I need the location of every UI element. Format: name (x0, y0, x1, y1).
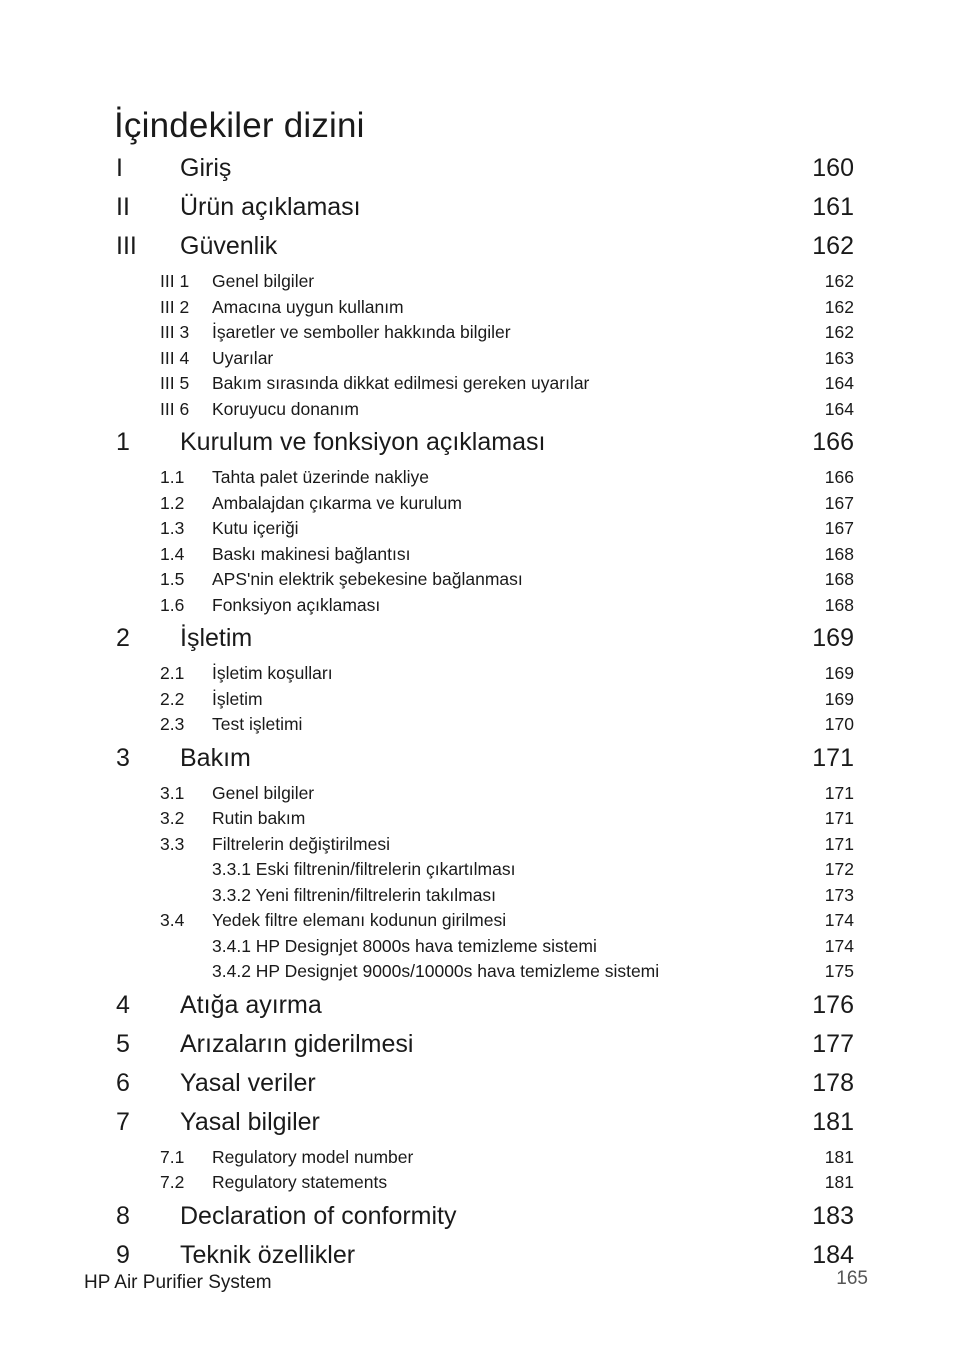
toc-entry[interactable] (116, 595, 854, 621)
toc-entry-label: Yedek filtre elemanı kodunun girilmesi (212, 910, 507, 930)
toc-entry-label: Atığa ayırma (180, 990, 322, 1019)
toc-entry-number: III 1 (160, 271, 190, 291)
toc-entry[interactable] (116, 467, 854, 493)
toc-entry[interactable] (116, 399, 854, 425)
toc-entry-page: 162 (824, 271, 854, 291)
toc-entry-number: 2.1 (160, 663, 185, 683)
toc-entry[interactable] (116, 297, 854, 323)
toc-entry-number: 4 (116, 990, 130, 1019)
toc-entry-label: 3.4.1 HP Designjet 8000s hava temizleme sistemi (212, 935, 597, 956)
toc-entry-number: 1.3 (160, 518, 185, 538)
toc-entry-page: 171 (812, 743, 854, 772)
toc-entry-number: 8 (116, 1201, 130, 1230)
toc-entry-page: 169 (824, 663, 854, 683)
toc-entry-label: Declaration of conformity (180, 1201, 457, 1230)
toc-entry[interactable] (116, 373, 854, 399)
toc-entry-label: Bakım (180, 743, 251, 772)
toc-entry-number: III 5 (160, 373, 190, 393)
toc-entry-label: 3.3.1 Eski filtrenin/filtrelerin çıkartılması (212, 859, 516, 879)
toc-entry-number: 1.6 (160, 594, 185, 615)
toc-entry-page: 169 (812, 624, 854, 652)
toc-entry-label: Test işletimi (212, 714, 303, 734)
toc-entry-page: 164 (824, 398, 854, 419)
toc-entry[interactable] (116, 424, 854, 463)
toc-entry-number: 3.2 (160, 808, 185, 828)
toc-entry-number: 5 (116, 1029, 130, 1058)
toc-entry[interactable] (116, 783, 854, 809)
toc-entry[interactable] (116, 714, 854, 740)
toc-entry-page: 161 (812, 193, 854, 221)
toc-entry-label: Kutu içeriği (212, 518, 299, 538)
table-of-contents (116, 150, 854, 1276)
toc-entry-label: 3.4.2 HP Designjet 9000s/10000s hava temizleme sistemi (212, 961, 660, 981)
toc-entry[interactable] (116, 518, 854, 544)
toc-entry-label: Fonksiyon açıklaması (212, 594, 381, 615)
toc-entry[interactable] (116, 1198, 854, 1237)
toc-entry-page: 178 (812, 1068, 854, 1097)
footer-page-number: 165 (836, 1268, 868, 1289)
toc-entry-number: 7.2 (160, 1172, 185, 1192)
toc-entry-label: İşletim koşulları (212, 663, 333, 683)
toc-entry-number: 7.1 (160, 1146, 185, 1167)
toc-entry-page: 171 (824, 808, 854, 828)
toc-entry-label: Regulatory statements (212, 1172, 388, 1192)
toc-entry-label: Amacına uygun kullanım (212, 296, 404, 317)
toc-entry-page: 167 (824, 492, 854, 513)
footer-product-name: HP Air Purifier System (84, 1272, 272, 1293)
toc-entry-number: 7 (116, 1107, 130, 1136)
toc-entry-page: 169 (824, 688, 854, 709)
toc-entry-number: I (116, 154, 123, 182)
toc-entry-label: Giriş (180, 154, 232, 182)
toc-entry-page: 171 (824, 833, 854, 854)
toc-entry-number: 3.1 (160, 782, 185, 803)
toc-entry[interactable] (116, 348, 854, 374)
toc-entry[interactable] (116, 150, 854, 189)
toc-entry[interactable] (116, 808, 854, 834)
toc-entry-number: II (116, 193, 130, 221)
toc-entry-number: 1.5 (160, 569, 185, 589)
toc-entry-label: İşletim (212, 688, 263, 709)
toc-entry-label: Teknik özellikler (180, 1240, 356, 1269)
toc-entry-page: 181 (812, 1107, 854, 1136)
toc-entry-page: 181 (824, 1172, 854, 1192)
toc-entry-page: 174 (824, 935, 854, 956)
toc-entry[interactable] (116, 493, 854, 519)
toc-entry[interactable] (116, 689, 854, 715)
toc-entry-page: 167 (824, 518, 854, 538)
toc-entry[interactable] (116, 189, 854, 228)
toc-entry-label: Ambalajdan çıkarma ve kurulum (212, 492, 462, 513)
toc-entry-label: Yasal veriler (180, 1068, 316, 1097)
toc-entry-page: 171 (824, 782, 854, 803)
toc-entry-page: 168 (824, 543, 854, 564)
toc-entry-page: 184 (812, 1240, 854, 1269)
toc-entry-page: 176 (812, 990, 854, 1019)
toc-entry-number: 3.4 (160, 910, 185, 930)
toc-entry[interactable] (116, 620, 854, 659)
toc-entry-label: Bakım sırasında dikkat edilmesi gereken uyarılar (212, 373, 590, 393)
toc-entry-page: 181 (824, 1146, 854, 1167)
toc-entry-number: 9 (116, 1240, 130, 1269)
toc-entry-number: 6 (116, 1068, 130, 1097)
toc-entry-number: 1.2 (160, 492, 185, 513)
toc-entry-page: 172 (824, 859, 854, 879)
toc-entry-label: Kurulum ve fonksiyon açıklaması (180, 428, 546, 456)
toc-entry[interactable] (116, 569, 854, 595)
toc-entry-number: 3.3 (160, 833, 185, 854)
toc-entry-number: III (116, 232, 137, 260)
toc-entry-page: 173 (824, 884, 854, 905)
toc-entry[interactable] (116, 885, 854, 911)
page-title: İçindekiler dizini (114, 106, 365, 145)
toc-entry-label: Tahta palet üzerinde nakliye (212, 467, 429, 487)
toc-entry[interactable] (116, 1147, 854, 1173)
toc-entry-label: Koruyucu donanım (212, 398, 359, 419)
toc-entry-label: Genel bilgiler (212, 782, 315, 803)
toc-entry-label: İşaretler ve semboller hakkında bilgiler (212, 322, 511, 342)
toc-entry-page: 166 (812, 428, 854, 456)
toc-entry-label: İşletim (180, 624, 253, 652)
toc-entry[interactable] (116, 271, 854, 297)
toc-entry[interactable] (116, 740, 854, 779)
toc-entry[interactable] (116, 859, 854, 885)
toc-entry-page: 160 (812, 154, 854, 182)
toc-entry-number: III 6 (160, 398, 190, 419)
toc-entry[interactable] (116, 544, 854, 570)
toc-entry-number: 2 (116, 624, 130, 652)
toc-entry-label: Baskı makinesi bağlantısı (212, 543, 411, 564)
toc-entry-page: 164 (824, 373, 854, 393)
toc-entry-label: Regulatory model number (212, 1146, 414, 1167)
toc-entry-number: III 2 (160, 296, 190, 317)
toc-entry-page: 163 (824, 347, 854, 368)
toc-entry-label: Güvenlik (180, 232, 278, 260)
toc-entry-page: 175 (824, 961, 854, 981)
toc-entry[interactable] (116, 663, 854, 689)
toc-entry-page: 170 (824, 714, 854, 734)
toc-entry[interactable] (116, 1026, 854, 1065)
toc-entry-label: Uyarılar (212, 347, 274, 368)
toc-entry-label: APS'nin elektrik şebekesine bağlanması (212, 569, 523, 589)
toc-entry-page: 174 (824, 910, 854, 930)
toc-entry-label: 3.3.2 Yeni filtrenin/filtrelerin takılması (212, 884, 497, 905)
toc-entry-number: 1.1 (160, 467, 185, 487)
toc-entry[interactable] (116, 322, 854, 348)
toc-entry[interactable] (116, 834, 854, 860)
toc-entry-label: Ürün açıklaması (180, 193, 361, 221)
toc-entry[interactable] (116, 961, 854, 987)
toc-entry-page: 168 (824, 594, 854, 615)
toc-entry-number: III 3 (160, 322, 190, 342)
toc-entry-page: 177 (812, 1029, 854, 1058)
toc-entry-label: Genel bilgiler (212, 271, 315, 291)
toc-entry-number: 1.4 (160, 543, 185, 564)
toc-entry[interactable] (116, 936, 854, 962)
toc-entry-number: 1 (116, 428, 130, 456)
toc-entry-page: 183 (812, 1201, 854, 1230)
toc-entry-number: 2.2 (160, 688, 185, 709)
toc-entry-number: 2.3 (160, 714, 185, 734)
toc-entry[interactable] (116, 1104, 854, 1143)
toc-entry-label: Rutin bakım (212, 808, 306, 828)
toc-entry-page: 168 (824, 569, 854, 589)
toc-entry-page: 162 (812, 232, 854, 260)
toc-entry-number: 3 (116, 743, 130, 772)
toc-entry[interactable] (116, 910, 854, 936)
toc-entry-page: 162 (824, 322, 854, 342)
toc-entry-label: Arızaların giderilmesi (180, 1029, 414, 1058)
toc-entry[interactable] (116, 1065, 854, 1104)
toc-entry[interactable] (116, 228, 854, 267)
toc-entry-page: 162 (824, 296, 854, 317)
toc-entry[interactable] (116, 1172, 854, 1198)
toc-entry-number: III 4 (160, 347, 190, 368)
toc-entry[interactable] (116, 987, 854, 1026)
toc-entry-label: Yasal bilgiler (180, 1107, 320, 1136)
toc-entry-page: 166 (824, 467, 854, 487)
toc-entry-label: Filtrelerin değiştirilmesi (212, 833, 390, 854)
toc-entry[interactable] (116, 1237, 854, 1276)
